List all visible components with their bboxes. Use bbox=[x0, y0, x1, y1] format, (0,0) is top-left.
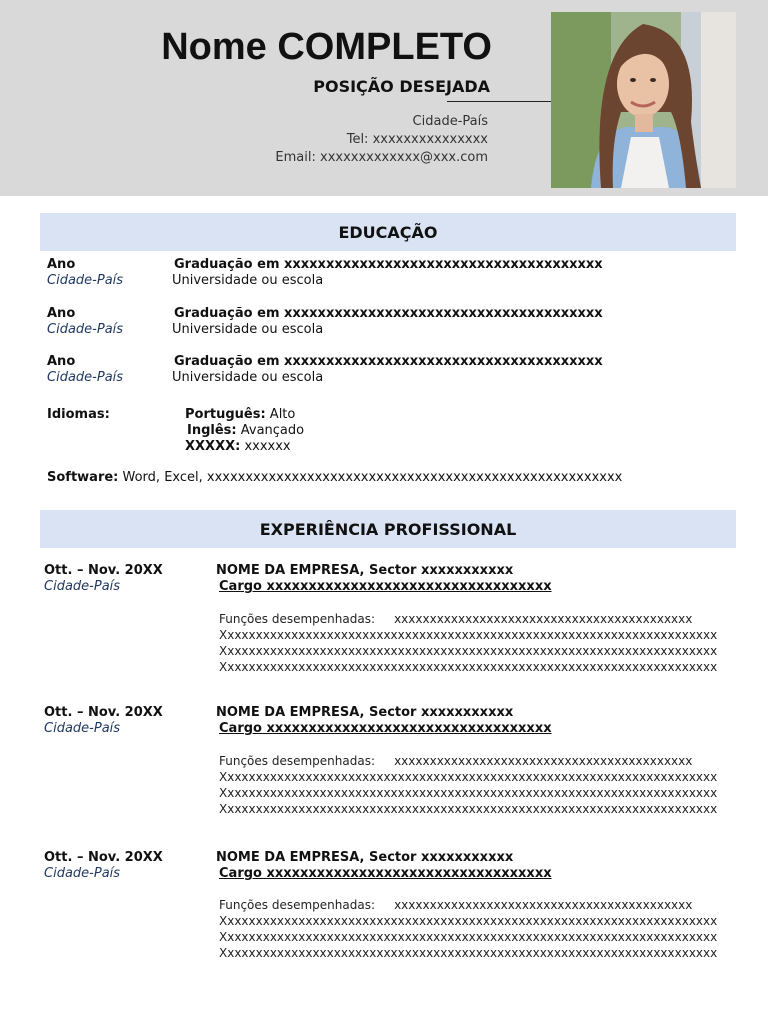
language-level: xxxxxx bbox=[244, 439, 291, 454]
software-label: Software: bbox=[47, 470, 119, 485]
job-functions bbox=[219, 898, 692, 912]
education-section-title: EDUCAÇÃO bbox=[40, 213, 736, 251]
desired-position: POSIÇÃO DESEJADA bbox=[313, 77, 490, 96]
education-location: Cidade-País bbox=[47, 370, 124, 385]
languages-label: Idiomas: bbox=[47, 407, 110, 422]
language-item bbox=[185, 439, 291, 454]
email-label: Email: bbox=[275, 150, 316, 165]
job-function-line: Xxxxxxxxxxxxxxxxxxxxxxxxxxxxxxxxxxxxxxxxxxxxxxxxxxxxxxxxxxxxxxxxxxxxxx bbox=[219, 770, 718, 784]
language-item bbox=[185, 407, 295, 422]
phone-label: Tel: bbox=[346, 132, 369, 147]
job-function-line: Xxxxxxxxxxxxxxxxxxxxxxxxxxxxxxxxxxxxxxxxxxxxxxxxxxxxxxxxxxxxxxxxxxxxxx bbox=[219, 930, 718, 944]
job-role: Cargo xxxxxxxxxxxxxxxxxxxxxxxxxxxxxxxxxx bbox=[219, 866, 552, 881]
education-degree: Graduação em xxxxxxxxxxxxxxxxxxxxxxxxxxxxxxxxxxxxxx bbox=[174, 354, 603, 369]
experience-section-title: EXPERIÊNCIA PROFISSIONAL bbox=[40, 510, 736, 548]
job-dates: Ott. – Nov. 20XX bbox=[44, 563, 163, 578]
education-degree: Graduação em xxxxxxxxxxxxxxxxxxxxxxxxxxxxxxxxxxxxxx bbox=[174, 306, 603, 321]
job-role: Cargo xxxxxxxxxxxxxxxxxxxxxxxxxxxxxxxxxx bbox=[219, 579, 552, 594]
language-name: Português: bbox=[185, 407, 266, 422]
contact-email bbox=[275, 150, 488, 165]
full-name: Nome COMPLETO bbox=[161, 26, 492, 68]
job-function-line: Xxxxxxxxxxxxxxxxxxxxxxxxxxxxxxxxxxxxxxxxxxxxxxxxxxxxxxxxxxxxxxxxxxxxxx bbox=[219, 660, 718, 674]
job-role: Cargo xxxxxxxxxxxxxxxxxxxxxxxxxxxxxxxxxx bbox=[219, 721, 552, 736]
functions-label: Funções desempenhadas: bbox=[219, 754, 375, 768]
education-location: Cidade-País bbox=[47, 273, 124, 288]
functions-first-line: xxxxxxxxxxxxxxxxxxxxxxxxxxxxxxxxxxxxxxxxxx bbox=[394, 898, 693, 912]
education-school: Universidade ou escola bbox=[172, 370, 324, 385]
job-function-line: Xxxxxxxxxxxxxxxxxxxxxxxxxxxxxxxxxxxxxxxxxxxxxxxxxxxxxxxxxxxxxxxxxxxxxx bbox=[219, 786, 718, 800]
email-value: xxxxxxxxxxxxx@xxx.com bbox=[320, 150, 488, 165]
job-dates: Ott. – Nov. 20XX bbox=[44, 705, 163, 720]
language-level: Alto bbox=[269, 407, 296, 422]
language-name: Inglês: bbox=[187, 423, 237, 438]
software-line bbox=[47, 470, 622, 485]
functions-label: Funções desempenhadas: bbox=[219, 612, 375, 626]
header-band bbox=[0, 0, 768, 196]
education-school: Universidade ou escola bbox=[172, 322, 324, 337]
education-school: Universidade ou escola bbox=[172, 273, 324, 288]
software-value: Word, Excel, xxxxxxxxxxxxxxxxxxxxxxxxxxxxxxxxxxxxxxxxxxxxxxxxxxxxxx bbox=[122, 470, 623, 485]
language-name: XXXXX: bbox=[185, 439, 241, 454]
job-function-line: Xxxxxxxxxxxxxxxxxxxxxxxxxxxxxxxxxxxxxxxxxxxxxxxxxxxxxxxxxxxxxxxxxxxxxx bbox=[219, 628, 718, 642]
job-function-line: Xxxxxxxxxxxxxxxxxxxxxxxxxxxxxxxxxxxxxxxxxxxxxxxxxxxxxxxxxxxxxxxxxxxxxx bbox=[219, 946, 718, 960]
language-level: Avançado bbox=[240, 423, 305, 438]
job-dates: Ott. – Nov. 20XX bbox=[44, 850, 163, 865]
job-function-line: Xxxxxxxxxxxxxxxxxxxxxxxxxxxxxxxxxxxxxxxxxxxxxxxxxxxxxxxxxxxxxxxxxxxxxx bbox=[219, 644, 718, 658]
education-location: Cidade-País bbox=[47, 322, 124, 337]
contact-phone bbox=[347, 132, 488, 147]
job-location: Cidade-País bbox=[44, 579, 121, 594]
education-year: Ano bbox=[47, 257, 76, 272]
job-company: NOME DA EMPRESA, Sector xxxxxxxxxxx bbox=[216, 563, 514, 578]
education-year: Ano bbox=[47, 354, 76, 369]
education-degree: Graduação em xxxxxxxxxxxxxxxxxxxxxxxxxxxxxxxxxxxxxx bbox=[174, 257, 603, 272]
functions-first-line: xxxxxxxxxxxxxxxxxxxxxxxxxxxxxxxxxxxxxxxxxx bbox=[394, 612, 693, 626]
job-function-line: Xxxxxxxxxxxxxxxxxxxxxxxxxxxxxxxxxxxxxxxxxxxxxxxxxxxxxxxxxxxxxxxxxxxxxx bbox=[219, 914, 718, 928]
job-company: NOME DA EMPRESA, Sector xxxxxxxxxxx bbox=[216, 705, 514, 720]
functions-first-line: xxxxxxxxxxxxxxxxxxxxxxxxxxxxxxxxxxxxxxxxxx bbox=[394, 754, 693, 768]
phone-value: xxxxxxxxxxxxxxx bbox=[372, 132, 488, 147]
contact-city: Cidade-País bbox=[412, 114, 488, 129]
job-function-line: Xxxxxxxxxxxxxxxxxxxxxxxxxxxxxxxxxxxxxxxxxxxxxxxxxxxxxxxxxxxxxxxxxxxxxx bbox=[219, 802, 718, 816]
job-functions bbox=[219, 612, 692, 626]
education-year: Ano bbox=[47, 306, 76, 321]
job-location: Cidade-País bbox=[44, 866, 121, 881]
job-functions bbox=[219, 754, 692, 768]
functions-label: Funções desempenhadas: bbox=[219, 898, 375, 912]
job-location: Cidade-País bbox=[44, 721, 121, 736]
language-item bbox=[187, 423, 304, 438]
job-company: NOME DA EMPRESA, Sector xxxxxxxxxxx bbox=[216, 850, 514, 865]
profile-photo bbox=[551, 12, 736, 188]
